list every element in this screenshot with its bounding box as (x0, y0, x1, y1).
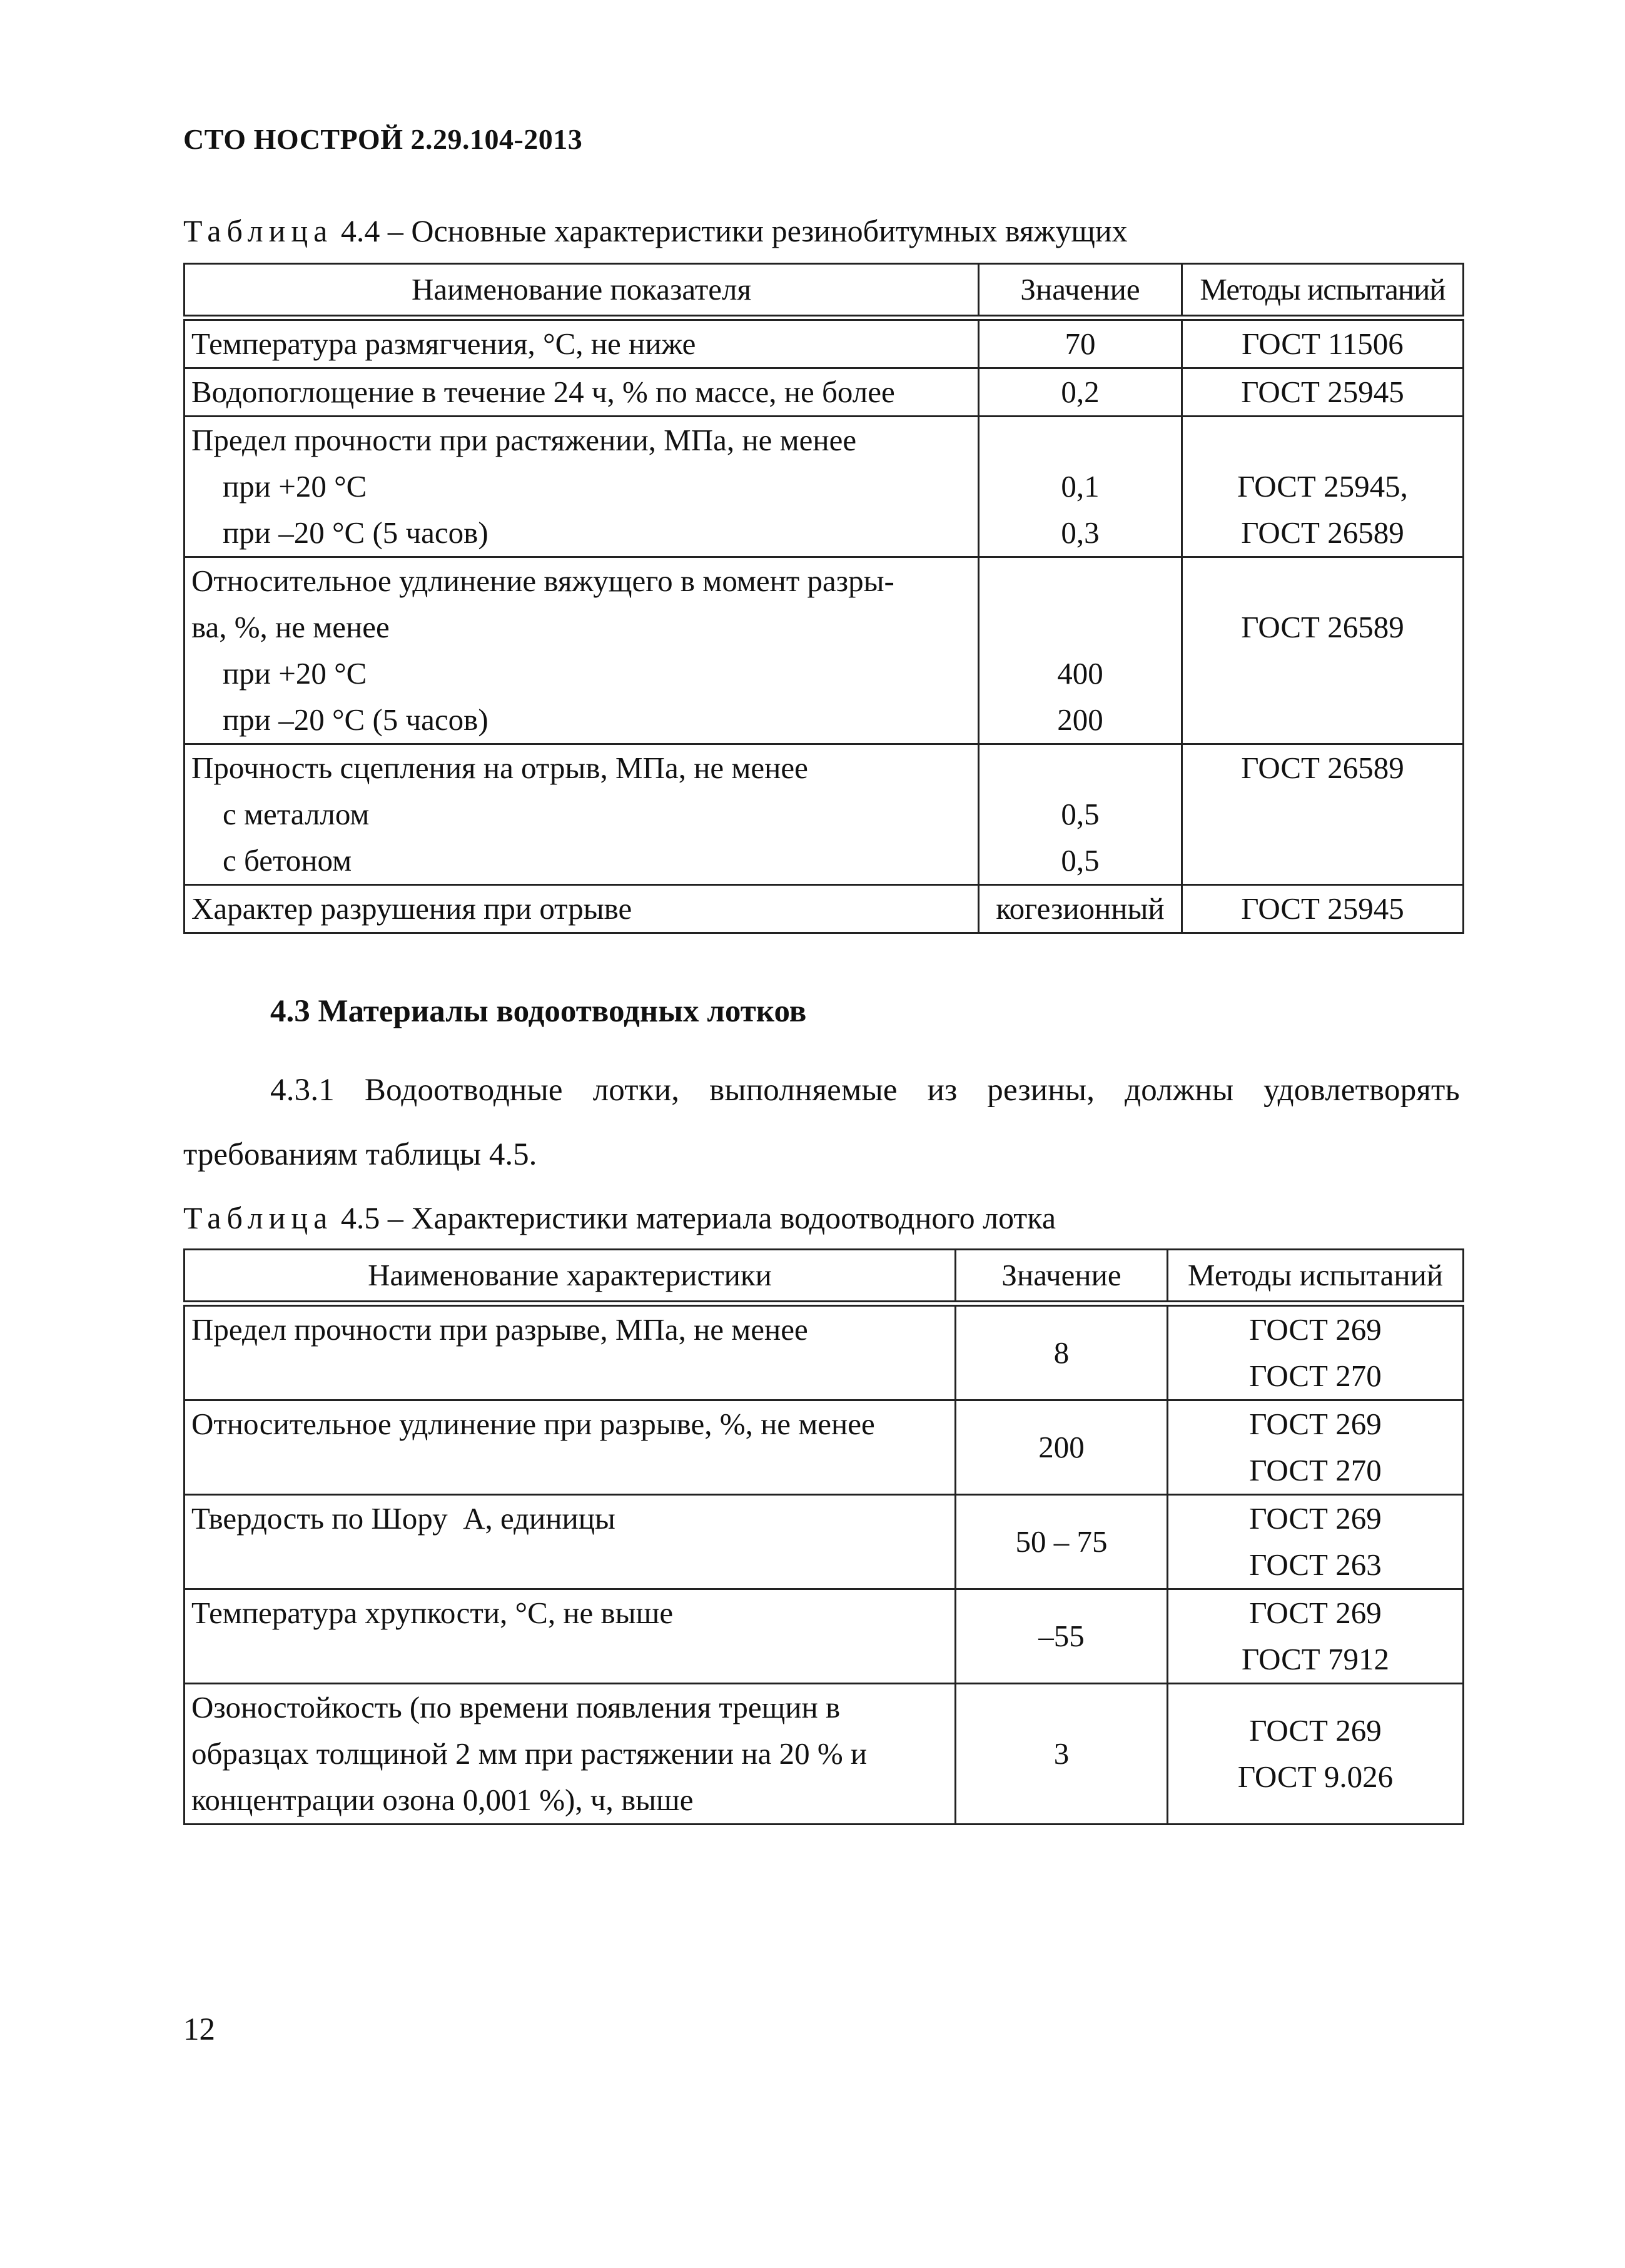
row-method: ГОСТ 26589 (1241, 610, 1404, 644)
row-method: ГОСТ 25945 (1241, 375, 1404, 409)
table-row (185, 1684, 1464, 1825)
section-title: 4.3 Материалы водоотводных лотков (270, 994, 807, 1029)
row-subitem: при +20 °C (223, 656, 367, 691)
row-name: Относительное удлинение вяжущего в момент разры- (191, 564, 894, 598)
caption-text: 4.5 – Характеристики материала водоотводного лотка (333, 1200, 1056, 1235)
table-row (185, 885, 1464, 933)
row-subitem: при +20 °C (223, 469, 367, 504)
row-name: Характер разрушения при отрыве (191, 891, 632, 926)
row-value: 0,3 (1061, 515, 1100, 550)
row-name: Предел прочности при растяжении, МПа, не менее (191, 423, 857, 457)
row-value: 200 (1038, 1430, 1085, 1464)
row-method: ГОСТ 270 (1249, 1359, 1382, 1393)
row-value: 0,2 (1061, 375, 1100, 409)
table-row (185, 744, 1464, 885)
table-header-row (185, 1250, 1464, 1304)
row-method: ГОСТ 263 (1249, 1547, 1382, 1582)
caption-label: Таблица (183, 213, 333, 248)
paragraph-line: 4.3.1 Водоотводные лотки, выполняемые из резины, должны удовлетворять (270, 1073, 1460, 1108)
row-name-cont: образцах толщиной 2 мм при растяжении на 20 % и (191, 1736, 868, 1771)
column-header-method: Методы испытаний (1168, 1250, 1464, 1304)
table-4-5 (183, 1248, 1464, 1825)
row-name-cont: ва, %, не менее (191, 610, 390, 644)
row-name: Озоностойкость (по времени появления трещин в (191, 1690, 841, 1724)
row-method: ГОСТ 26589 (1241, 515, 1404, 550)
row-method: ГОСТ 270 (1249, 1453, 1382, 1487)
table-row (185, 1589, 1464, 1684)
row-subitem: при –20 °C (5 часов) (223, 515, 489, 550)
row-name: Относительное удлинение при разрыве, %, не менее (191, 1407, 875, 1441)
page-number: 12 (183, 2012, 215, 2047)
row-subitem: при –20 °C (5 часов) (223, 702, 489, 737)
row-value: 0,5 (1061, 843, 1100, 878)
column-header-value: Значение (956, 1250, 1168, 1304)
row-value: 50 – 75 (1015, 1524, 1108, 1559)
table-4-4-caption (183, 213, 1128, 249)
row-method: ГОСТ 26589 (1241, 751, 1404, 785)
caption-text: 4.4 – Основные характеристики резинобитумных вяжущих (333, 213, 1128, 248)
row-method: ГОСТ 7912 (1242, 1642, 1389, 1676)
column-header-name: Наименование характеристики (185, 1250, 956, 1304)
row-method: ГОСТ 269 (1249, 1501, 1382, 1536)
table-row (185, 417, 1464, 557)
document-header: СТО НОСТРОЙ 2.29.104-2013 (183, 123, 583, 155)
column-header-name: Наименование показателя (185, 264, 979, 318)
row-subitem: с бетоном (223, 843, 352, 878)
row-value: когезионный (996, 891, 1165, 926)
caption-label: Таблица (183, 1200, 333, 1235)
row-value: –55 (1038, 1619, 1085, 1653)
table-row (185, 318, 1464, 368)
table-row (185, 368, 1464, 417)
row-method: ГОСТ 25945, (1237, 469, 1408, 504)
table-4-5-caption (183, 1200, 1056, 1236)
row-name-cont: концентрации озона 0,001 %), ч, выше (191, 1783, 694, 1817)
row-method: ГОСТ 11506 (1242, 327, 1404, 361)
row-value: 400 (1057, 656, 1103, 691)
table-row (185, 1495, 1464, 1589)
row-subitem: с металлом (223, 797, 370, 831)
column-header-value: Значение (979, 264, 1182, 318)
row-value: 200 (1057, 702, 1103, 737)
row-method: ГОСТ 269 (1249, 1596, 1382, 1630)
table-row (185, 1400, 1464, 1495)
row-name: Водопоглощение в течение 24 ч, % по массе, не более (191, 375, 895, 409)
table-4-4 (183, 263, 1464, 934)
row-value: 3 (1053, 1736, 1070, 1771)
row-value: 70 (1065, 327, 1096, 361)
row-name: Предел прочности при разрыве, МПа, не менее (191, 1312, 808, 1347)
row-name: Прочность сцепления на отрыв, МПа, не менее (191, 751, 808, 785)
row-method: ГОСТ 269 (1249, 1407, 1382, 1441)
column-header-method: Методы испытаний (1182, 264, 1464, 318)
row-value: 8 (1053, 1335, 1070, 1370)
table-row (185, 1304, 1464, 1400)
table-row (185, 557, 1464, 744)
row-method: ГОСТ 269 (1249, 1713, 1382, 1748)
row-name: Температура размягчения, °C, не ниже (191, 327, 696, 361)
row-method: ГОСТ 9.026 (1237, 1759, 1394, 1794)
row-method: ГОСТ 269 (1249, 1312, 1382, 1347)
row-value: 0,5 (1061, 797, 1100, 831)
row-value: 0,1 (1061, 469, 1100, 504)
table-header-row (185, 264, 1464, 318)
row-method: ГОСТ 25945 (1241, 891, 1404, 926)
row-name: Температура хрупкости, °C, не выше (191, 1596, 674, 1630)
row-name: Твердость по Шору А, единицы (191, 1501, 615, 1536)
paragraph-line: требованиям таблицы 4.5. (183, 1137, 537, 1172)
